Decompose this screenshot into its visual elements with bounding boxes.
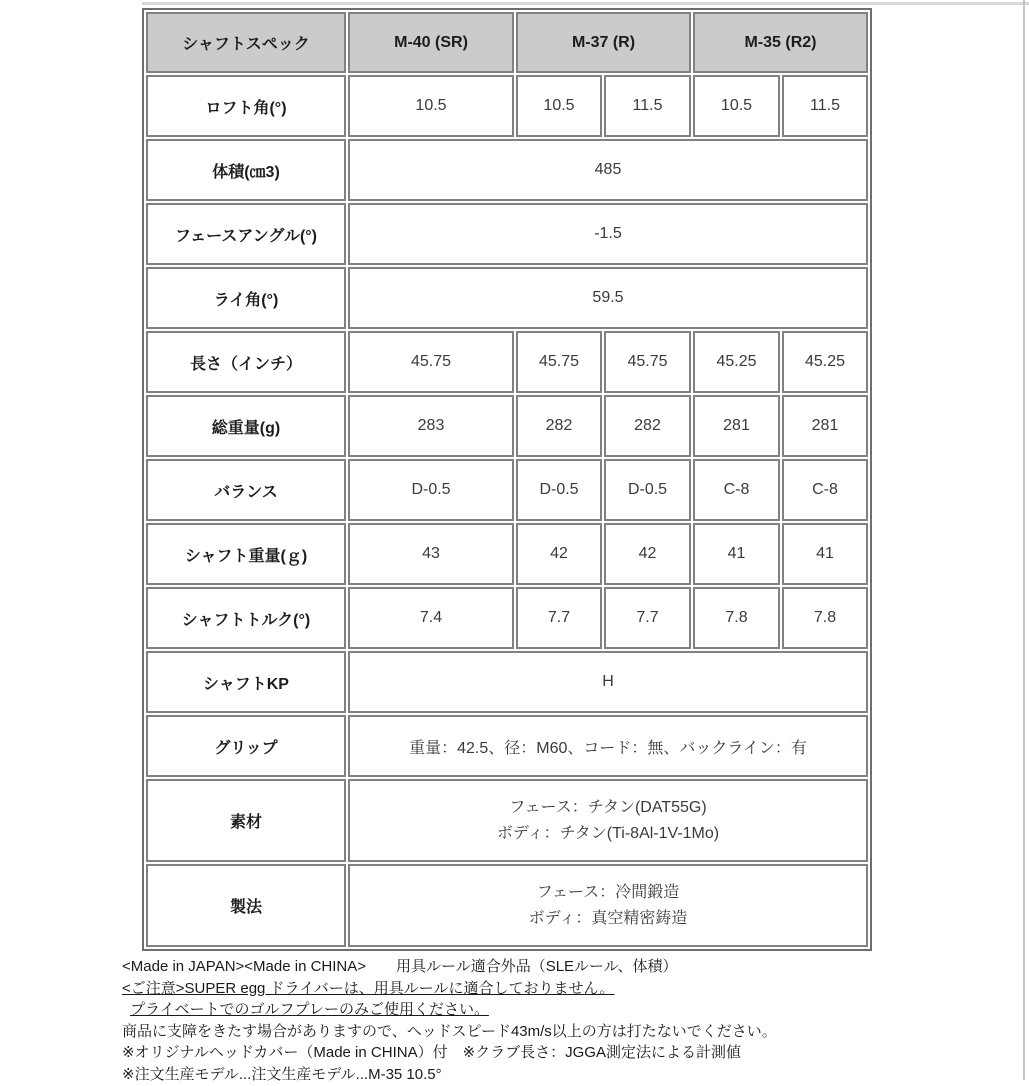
manufacturing-face: フェース：冷間鍛造 xyxy=(536,883,680,901)
header-m35-r2: M-35 (R2) xyxy=(693,12,868,73)
shaft-torque-value-5: 7.8 xyxy=(782,587,868,649)
total-weight-value-1: 283 xyxy=(348,395,514,457)
balance-label: バランス xyxy=(146,459,346,521)
length-value-4: 45.25 xyxy=(693,331,780,393)
table-header-row xyxy=(146,12,868,73)
face-angle-label: フェースアングル(°) xyxy=(146,203,346,265)
footnotes xyxy=(122,956,1022,1086)
loft-angle-label: ロフト角(°) xyxy=(146,75,346,137)
row-loft-angle xyxy=(146,75,868,137)
length-label: 長さ（インチ） xyxy=(146,331,346,393)
shaft-torque-value-2: 7.7 xyxy=(516,587,602,649)
loft-angle-value-3: 11.5 xyxy=(604,75,691,137)
grip-label: グリップ xyxy=(146,715,346,777)
right-edge-divider-line xyxy=(1023,0,1025,1080)
shaft-torque-value-3: 7.7 xyxy=(604,587,691,649)
note-private-use: プライベートでのゴルフプレーのみご使用ください。 xyxy=(130,1001,489,1019)
loft-angle-value-1: 10.5 xyxy=(348,75,514,137)
shaft-torque-value-4: 7.8 xyxy=(693,587,780,649)
row-total-weight xyxy=(146,395,868,457)
note-made-in: <Made in JAPAN><Made in CHINA> 用具ルール適合外品（SLEルール、体積） xyxy=(122,958,678,975)
shaft-weight-value-2: 42 xyxy=(516,523,602,585)
total-weight-value-5: 281 xyxy=(782,395,868,457)
balance-value-4: C-8 xyxy=(693,459,780,521)
row-shaft-weight xyxy=(146,523,868,585)
balance-value-5: C-8 xyxy=(782,459,868,521)
material-value xyxy=(348,779,868,862)
row-length xyxy=(146,331,868,393)
volume-label: 体積(㎝3) xyxy=(146,139,346,201)
length-value-1: 45.75 xyxy=(348,331,514,393)
note-headcover: ※オリジナルヘッドカバー（Made in CHINA）付 ※クラブ長さ：JGGA測定法による計測値 xyxy=(122,1044,741,1062)
total-weight-value-2: 282 xyxy=(516,395,602,457)
length-value-3: 45.75 xyxy=(604,331,691,393)
shaft-torque-label: シャフトトルク(°) xyxy=(146,587,346,649)
balance-value-2: D-0.5 xyxy=(516,459,602,521)
length-value-5: 45.25 xyxy=(782,331,868,393)
header-m40-sr: M-40 (SR) xyxy=(348,12,514,73)
shaft-weight-label: シャフト重量(ｇ) xyxy=(146,523,346,585)
shaft-kp-label: シャフトKP xyxy=(146,651,346,713)
material-face: フェース：チタン(DAT55G) xyxy=(509,798,707,816)
note-caution: <ご注意>SUPER egg ドライバーは、用具ルールに適合しておりません。 xyxy=(122,979,615,997)
row-manufacturing xyxy=(146,864,868,947)
row-lie-angle xyxy=(146,267,868,329)
material-label: 素材 xyxy=(146,779,346,862)
note-head-speed: 商品に支障をきたす場合がありますので、ヘッドスピード43m/s以上の方は打たないでください。 xyxy=(122,1022,777,1040)
shaft-weight-value-5: 41 xyxy=(782,523,868,585)
row-grip xyxy=(146,715,868,777)
header-shaft-spec: シャフトスペック xyxy=(146,12,346,73)
total-weight-value-3: 282 xyxy=(604,395,691,457)
manufacturing-value xyxy=(348,864,868,947)
material-body: ボディ：チタン(Ti-8Al-1V-1Mo) xyxy=(496,824,720,842)
balance-value-1: D-0.5 xyxy=(348,459,514,521)
header-m37-r: M-37 (R) xyxy=(516,12,691,73)
total-weight-label: 総重量(g) xyxy=(146,395,346,457)
row-volume xyxy=(146,139,868,201)
top-divider-line xyxy=(142,2,1029,5)
row-face-angle xyxy=(146,203,868,265)
length-value-2: 45.75 xyxy=(516,331,602,393)
volume-value: 485 xyxy=(348,139,868,201)
row-shaft-torque xyxy=(146,587,868,649)
manufacturing-label: 製法 xyxy=(146,864,346,947)
total-weight-value-4: 281 xyxy=(693,395,780,457)
face-angle-value: -1.5 xyxy=(348,203,868,265)
shaft-torque-value-1: 7.4 xyxy=(348,587,514,649)
loft-angle-value-5: 11.5 xyxy=(782,75,868,137)
loft-angle-value-4: 10.5 xyxy=(693,75,780,137)
shaft-weight-value-3: 42 xyxy=(604,523,691,585)
grip-value: 重量：42.5、径：M60、コード：無、バックライン：有 xyxy=(348,715,868,777)
shaft-kp-value: H xyxy=(348,651,868,713)
shaft-weight-value-4: 41 xyxy=(693,523,780,585)
row-balance xyxy=(146,459,868,521)
lie-angle-value: 59.5 xyxy=(348,267,868,329)
note-order-model: ※注文生産モデル...注文生産モデル...M-35 10.5° xyxy=(122,1065,442,1083)
shaft-weight-value-1: 43 xyxy=(348,523,514,585)
lie-angle-label: ライ角(°) xyxy=(146,267,346,329)
row-material xyxy=(146,779,868,862)
row-shaft-kp xyxy=(146,651,868,713)
loft-angle-value-2: 10.5 xyxy=(516,75,602,137)
shaft-spec-table xyxy=(142,8,872,951)
balance-value-3: D-0.5 xyxy=(604,459,691,521)
manufacturing-body: ボディ：真空精密鋳造 xyxy=(528,909,688,927)
